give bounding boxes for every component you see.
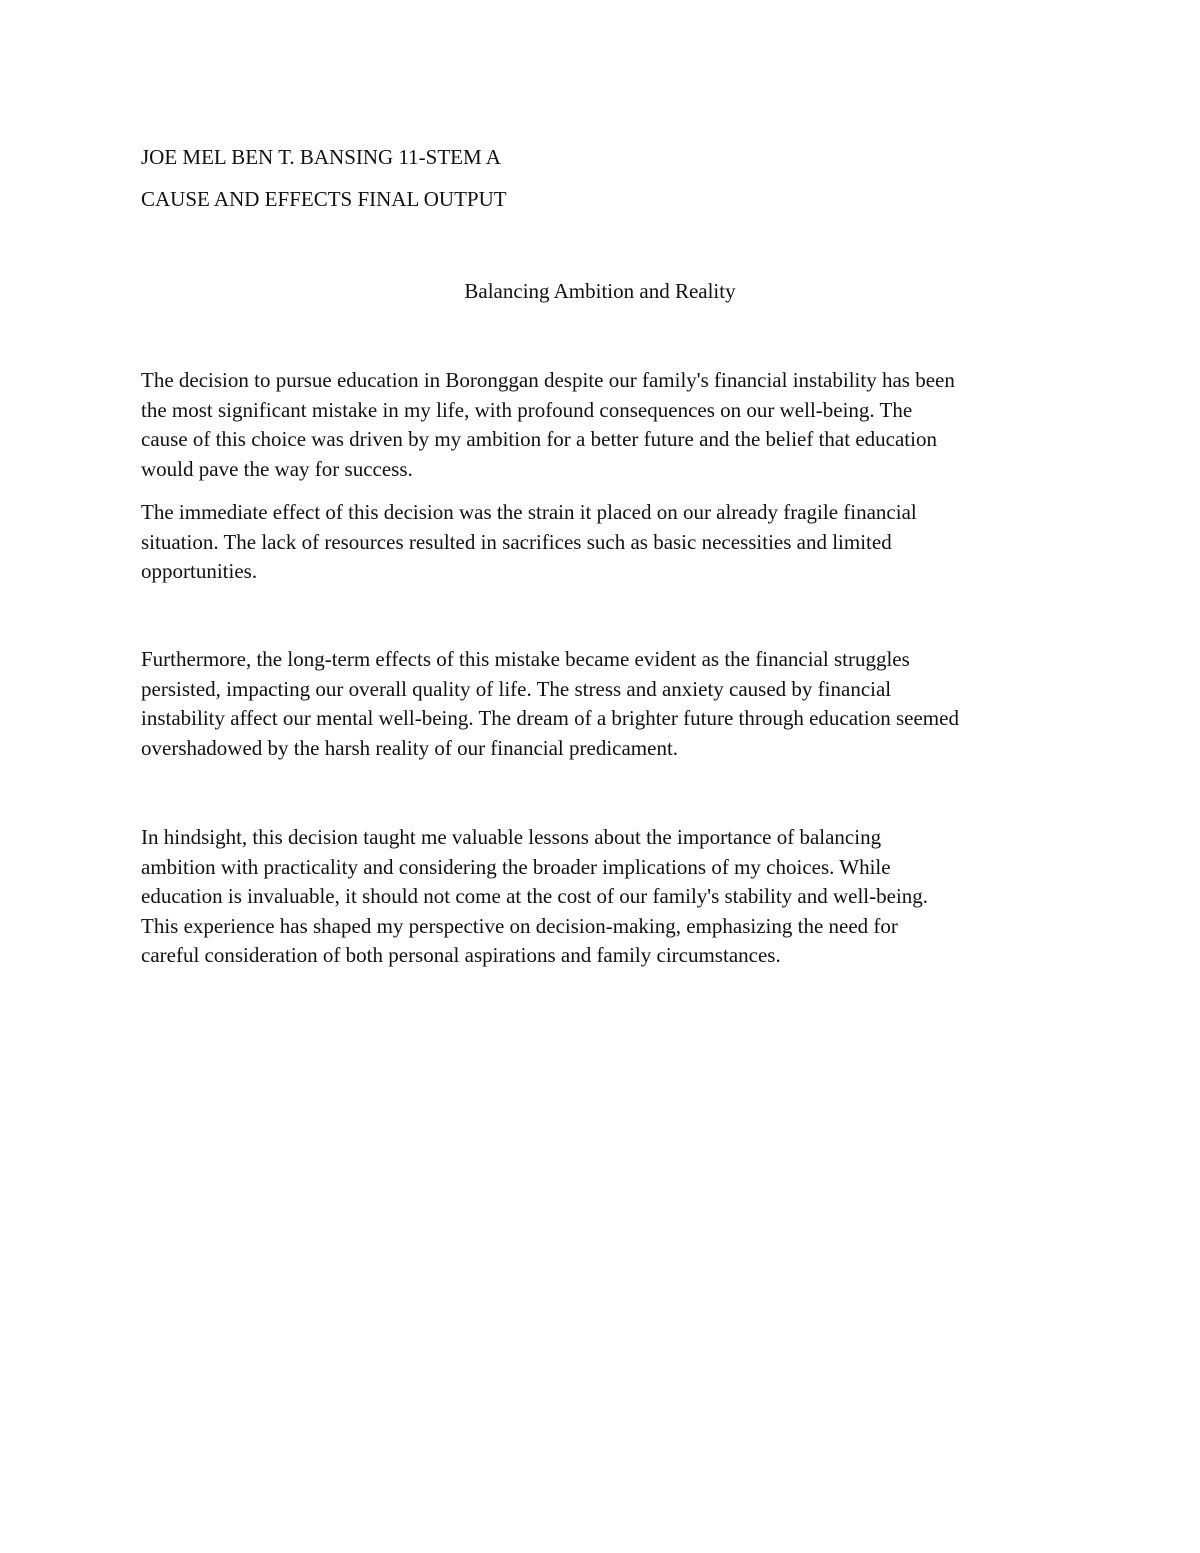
paragraph-immediate-effect (141, 498, 1071, 587)
paragraph-long-term-effect (141, 645, 1071, 763)
paragraph-line: situation. The lack of resources resulted in sacrifices such as basic necessities and limited (141, 529, 892, 554)
author-line: JOE MEL BEN T. BANSING 11-STEM A (141, 145, 501, 169)
paragraph-reflection (141, 823, 1071, 971)
paragraph-line: opportunities. (141, 559, 258, 583)
paragraph-line: The immediate effect of this decision was the strain it placed on our already fragile financial (141, 500, 917, 524)
paragraph-line: careful consideration of both personal aspirations and family circumstances. (141, 943, 781, 967)
paragraph-line: persisted, impacting our overall quality of life. The stress and anxiety caused by financial (141, 676, 892, 701)
paragraph-line: In hindsight, this decision taught me valuable lessons about the importance of balancing (141, 825, 882, 849)
paragraph-line: cause of this choice was driven by my ambition for a better future and the belief that education (141, 427, 937, 451)
paragraph-line: The decision to pursue education in Boronggan despite our family's financial instability has been (141, 368, 955, 392)
paragraph-line: education is invaluable, it should not come at the cost of our family's stability and well-being. (141, 884, 929, 908)
paragraph-line: would pave the way for success. (141, 456, 413, 481)
paragraph-line: overshadowed by the harsh reality of our financial predicament. (141, 735, 679, 760)
assignment-line: CAUSE AND EFFECTS FINAL OUTPUT (141, 187, 507, 211)
paragraph-line: This experience has shaped my perspective on decision-making, emphasizing the need for (141, 913, 898, 938)
paragraph-cause (141, 366, 1071, 484)
paragraph-line: instability affect our mental well-being. The dream of a brighter future through education seemed (141, 706, 959, 730)
paragraph-line: the most significant mistake in my life, with profound consequences on our well-being. The (141, 397, 913, 422)
paragraph-line: Furthermore, the long-term effects of this mistake became evident as the financial struggles (141, 647, 910, 671)
document-title: Balancing Ambition and Reality (464, 279, 736, 303)
paragraph-line: ambition with practicality and considering the broader implications of my choices. While (141, 854, 891, 879)
